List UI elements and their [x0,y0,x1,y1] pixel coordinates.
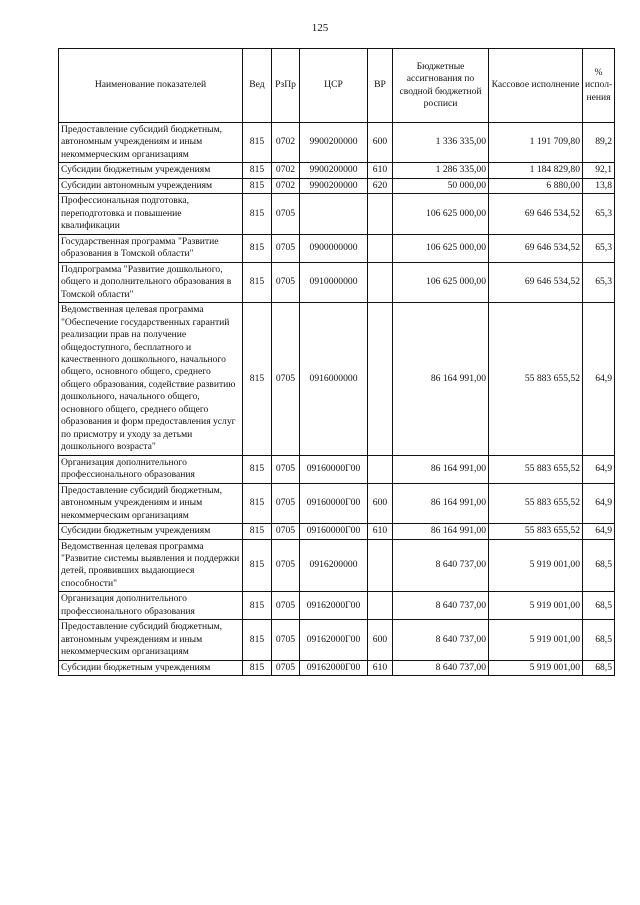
cell-budget: 86 164 991,00 [393,483,489,523]
cell-percent: 65,3 [583,262,615,302]
cell-percent: 92,1 [583,163,615,178]
cell-rzpr: 0705 [272,303,300,456]
cell-vr: 600 [368,483,393,523]
cell-budget: 8 640 737,00 [393,539,489,592]
cell-vr: 610 [368,163,393,178]
cell-name: Государственная программа "Развитие образования в Томской области" [59,234,243,262]
table-row [59,194,615,234]
cell-csr: 09162000Г00 [300,660,368,675]
cell-name: Субсидии бюджетным учреждениям [59,524,243,539]
table-row [59,234,615,262]
cell-vr [368,592,393,620]
cell-csr: 0916200000 [300,539,368,592]
cell-percent: 65,3 [583,194,615,234]
cell-csr: 9900200000 [300,163,368,178]
cell-ved: 815 [243,660,272,675]
cell-name: Подпрограмма "Развитие дошкольного, общего и дополнительного образования в Томской области" [59,262,243,302]
cell-name: Субсидии бюджетным учреждениям [59,660,243,675]
header-name: Наименование показателей [59,49,243,123]
page-number: 125 [311,22,329,34]
table-row [59,455,615,483]
cell-cash: 69 646 534,52 [489,234,583,262]
cell-ved: 815 [243,455,272,483]
cell-vr [368,194,393,234]
cell-budget: 86 164 991,00 [393,524,489,539]
cell-percent: 64,9 [583,303,615,456]
cell-budget: 86 164 991,00 [393,303,489,456]
cell-budget: 50 000,00 [393,178,489,193]
cell-cash: 6 880,00 [489,178,583,193]
cell-csr: 09160000Г00 [300,455,368,483]
cell-csr: 09160000Г00 [300,483,368,523]
header-row [59,49,615,123]
cell-cash: 55 883 655,52 [489,483,583,523]
table-row [59,123,615,163]
cell-ved: 815 [243,163,272,178]
table-row [59,483,615,523]
cell-ved: 815 [243,620,272,660]
cell-csr: 0910000000 [300,262,368,302]
cell-rzpr: 0705 [272,592,300,620]
cell-vr: 600 [368,620,393,660]
cell-budget: 86 164 991,00 [393,455,489,483]
cell-vr: 620 [368,178,393,193]
cell-ved: 815 [243,123,272,163]
cell-percent: 13,8 [583,178,615,193]
cell-cash: 1 191 709,80 [489,123,583,163]
table-row [59,539,615,592]
cell-budget: 8 640 737,00 [393,660,489,675]
cell-budget: 106 625 000,00 [393,234,489,262]
cell-csr [300,194,368,234]
cell-ved: 815 [243,539,272,592]
cell-rzpr: 0705 [272,620,300,660]
cell-name: Организация дополнительного профессионального образования [59,455,243,483]
cell-percent: 68,5 [583,660,615,675]
cell-rzpr: 0705 [272,660,300,675]
cell-ved: 815 [243,194,272,234]
cell-name: Профессиональная подготовка, переподготовка и повышение квалификации [59,194,243,234]
cell-percent: 64,9 [583,524,615,539]
cell-vr: 600 [368,123,393,163]
table-row [59,620,615,660]
cell-budget: 1 286 335,00 [393,163,489,178]
cell-cash: 69 646 534,52 [489,262,583,302]
cell-cash: 5 919 001,00 [489,620,583,660]
cell-percent: 68,5 [583,620,615,660]
table-row [59,303,615,456]
cell-cash: 55 883 655,52 [489,303,583,456]
cell-rzpr: 0702 [272,123,300,163]
table-row [59,262,615,302]
header-rzpr: РзПр [272,49,300,123]
cell-vr [368,262,393,302]
cell-cash: 69 646 534,52 [489,194,583,234]
cell-ved: 815 [243,262,272,302]
cell-percent: 89,2 [583,123,615,163]
cell-vr: 610 [368,660,393,675]
cell-rzpr: 0705 [272,524,300,539]
cell-csr: 09162000Г00 [300,620,368,660]
table-row [59,592,615,620]
budget-table [58,48,615,676]
cell-rzpr: 0705 [272,539,300,592]
cell-ved: 815 [243,483,272,523]
cell-vr [368,303,393,456]
cell-csr: 9900200000 [300,178,368,193]
cell-vr [368,455,393,483]
cell-budget: 106 625 000,00 [393,262,489,302]
cell-rzpr: 0705 [272,483,300,523]
cell-ved: 815 [243,303,272,456]
header-ved: Вед [243,49,272,123]
cell-name: Ведомственная целевая программа "Обеспечение государственных гарантий реализации прав на получение общедоступного, бесплатного и качественного дошкольного, начального общего, основного общего, среднего общего образования, содействие развитию дошкольного, начального общего, основного общего, среднего общего образования и форм предоставления услуг по присмотру и уходу за детьми дошкольного возраста" [59,303,243,456]
cell-rzpr: 0705 [272,234,300,262]
header-csr: ЦСР [300,49,368,123]
cell-name: Субсидии бюджетным учреждениям [59,163,243,178]
cell-rzpr: 0705 [272,455,300,483]
cell-vr [368,234,393,262]
header-budget: Бюджетные ассигнования по сводной бюджетной росписи [393,49,489,123]
table-row [59,524,615,539]
cell-ved: 815 [243,524,272,539]
cell-vr: 610 [368,524,393,539]
cell-name: Субсидии автономным учреждениям [59,178,243,193]
cell-budget: 1 336 335,00 [393,123,489,163]
cell-cash: 5 919 001,00 [489,539,583,592]
cell-percent: 68,5 [583,539,615,592]
cell-cash: 55 883 655,52 [489,455,583,483]
cell-name: Предоставление субсидий бюджетным, автономным учреждениям и иным некоммерческим организациям [59,483,243,523]
cell-name: Организация дополнительного профессионального образования [59,592,243,620]
cell-percent: 64,9 [583,483,615,523]
header-percent: % испол-нения [583,49,615,123]
cell-ved: 815 [243,592,272,620]
cell-budget: 106 625 000,00 [393,194,489,234]
cell-cash: 5 919 001,00 [489,660,583,675]
header-vr: ВР [368,49,393,123]
cell-percent: 64,9 [583,455,615,483]
cell-budget: 8 640 737,00 [393,592,489,620]
cell-csr: 09162000Г00 [300,592,368,620]
cell-rzpr: 0702 [272,163,300,178]
cell-csr: 0900000000 [300,234,368,262]
cell-csr: 09160000Г00 [300,524,368,539]
cell-csr: 0916000000 [300,303,368,456]
cell-percent: 68,5 [583,592,615,620]
cell-cash: 55 883 655,52 [489,524,583,539]
cell-name: Ведомственная целевая программа "Развитие системы выявления и поддержки детей, проявивших выдающиеся способности" [59,539,243,592]
cell-budget: 8 640 737,00 [393,620,489,660]
cell-cash: 1 184 829,80 [489,163,583,178]
table-row [59,163,615,178]
cell-rzpr: 0705 [272,194,300,234]
cell-rzpr: 0702 [272,178,300,193]
cell-vr [368,539,393,592]
cell-ved: 815 [243,234,272,262]
cell-rzpr: 0705 [272,262,300,302]
table-row [59,178,615,193]
table-row [59,660,615,675]
cell-name: Предоставление субсидий бюджетным, автономным учреждениям и иным некоммерческим организациям [59,620,243,660]
header-cash: Кассовое исполнение [489,49,583,123]
cell-name: Предоставление субсидий бюджетным, автономным учреждениям и иным некоммерческим организациям [59,123,243,163]
cell-percent: 65,3 [583,234,615,262]
cell-csr: 9900200000 [300,123,368,163]
cell-ved: 815 [243,178,272,193]
cell-cash: 5 919 001,00 [489,592,583,620]
